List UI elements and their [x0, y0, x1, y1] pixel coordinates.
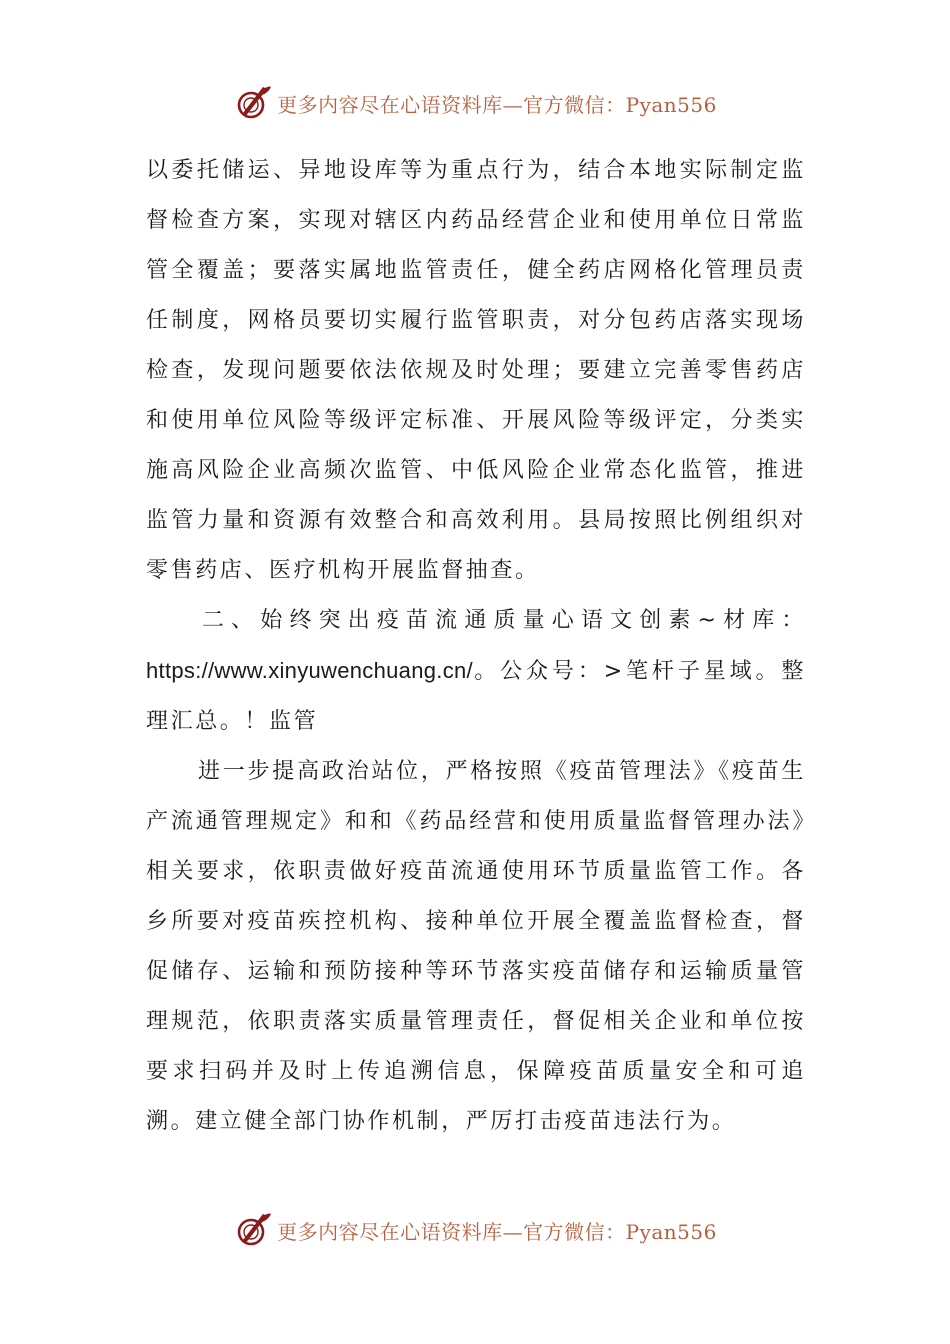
footer-banner [0, 1208, 950, 1252]
quill-pen-seal-logo-icon [233, 1210, 273, 1250]
section-heading [146, 596, 806, 747]
heading-text: 二、始终突出疫苗流通质量心语文创素~材库： [202, 608, 806, 633]
quill-pen-seal-logo-icon [233, 83, 273, 123]
body-paragraph: 以委托储运、异地设库等为重点行为，结合本地实际制定监督检查方案，实现对辖区内药品经营企业和使用单位日常监管全覆盖；要落实属地监管责任，健全药店网格化管理员责任制度，网格员要切实履行监管职责，对分包药店落实现场检查，发现问题要依法依规及时处理；要建立完善零售药店和使用单位风险等级评定标准、开展风险等级评定，分类实施高风险企业高频次监管、中低风险企业常态化监管，推进监管力量和资源有效整合和高效利用。县局按照比例组织对零售药店、医疗机构开展监督抽查。 [146, 158, 806, 583]
banner-text: 更多内容尽在心语资料库—官方微信：Pyan556 [277, 92, 717, 117]
document-body [146, 146, 806, 1147]
header-banner [0, 81, 950, 125]
body-paragraph: 进一步提高政治站位，严格按照《疫苗管理法》《疫苗生产流通管理规定》和和《药品经营和使用质量监督管理办法》相关要求，依职责做好疫苗流通使用环节质量监管工作。各乡所要对疫苗疾控机构、接种单位开展全覆盖监督检查，督促储存、运输和预防接种等环节落实疫苗储存和运输质量管理规范，依职责落实质量管理责任，督促相关企业和单位按要求扫码并及时上传追溯信息，保障疫苗质量安全和可追溯。建立健全部门协作机制，严厉打击疫苗违法行为。 [146, 759, 806, 1134]
heading-text-cont: 。公众号：>笔杆子星域。 [472, 659, 782, 684]
website-url: https://www.xinyuwenchuang.cn/ [146, 658, 473, 683]
heading-text-end: 整理汇总。！监管 [146, 659, 806, 734]
banner-text: 更多内容尽在心语资料库—官方微信：Pyan556 [277, 1219, 717, 1244]
